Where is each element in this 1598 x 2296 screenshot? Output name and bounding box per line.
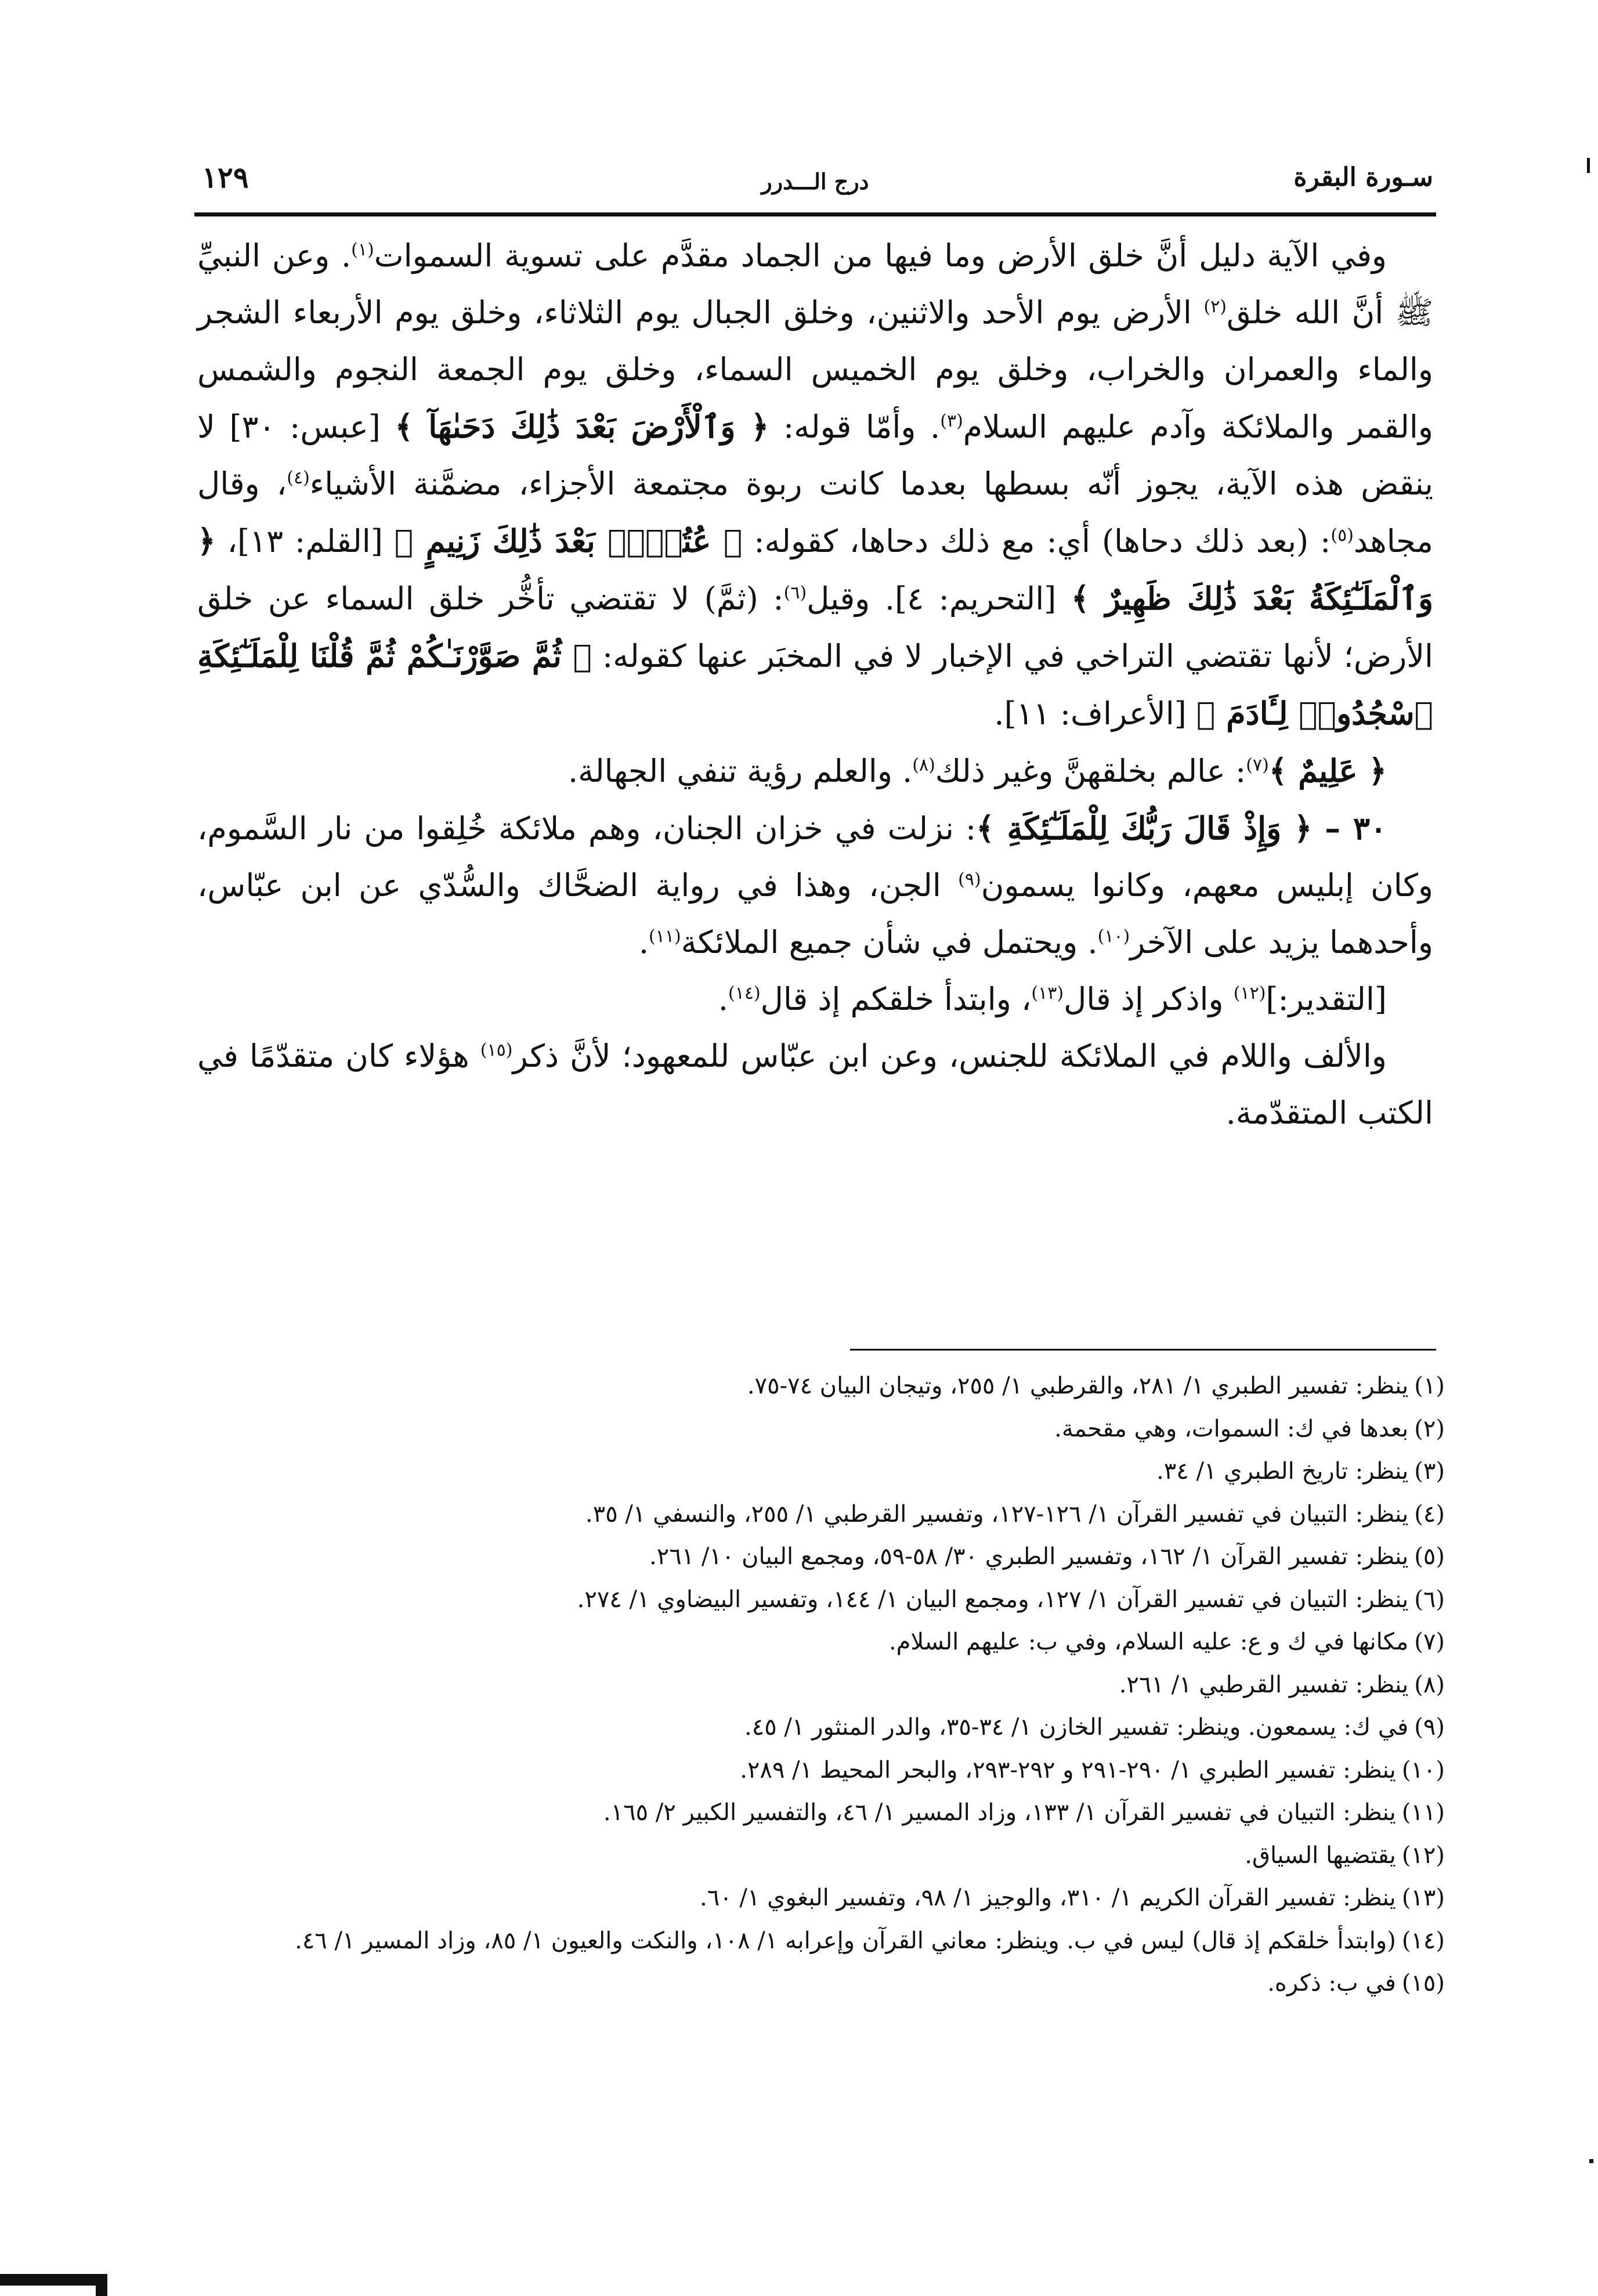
book-title: درج الـــدرر xyxy=(761,168,869,194)
text-run: الجن، وهذا في رواية الضحَّاك والسُّدّي عن ابن عبّاس، وأحدهما يزيد على الآخر xyxy=(197,867,1433,961)
footnote-text: ينظر: التبيان في تفسير القرآن ١/ ١٢٦-١٢٧، وتفسير القرطبي ١/ ٢٥٥، والنسفي ١/ ٣٥. xyxy=(585,1500,1409,1528)
header-rule xyxy=(194,212,1436,216)
paragraph-3 xyxy=(197,800,1433,971)
footnote-ref[interactable]: (٨) xyxy=(912,755,935,775)
footnote xyxy=(197,1749,1445,1792)
text-run: ، وقال مجاهد xyxy=(197,465,1433,559)
footnote-number: (١٠) xyxy=(1401,1756,1445,1784)
footnote xyxy=(197,1365,1445,1408)
footnote xyxy=(197,1493,1445,1536)
footnote-text: ينظر: تفسير الطبري ١/ ٢٩٠-٢٩١ و ٢٩٢-٢٩٣، والبحر المحيط ١/ ٢٨٩. xyxy=(740,1756,1396,1784)
footnote-text: في ك: يسمعون. وينظر: تفسير الخازن ١/ ٣٤-٣٥، والدر المنثور ١/ ٤٥. xyxy=(744,1714,1409,1741)
text-run: ، وابتدأ خلقكم إذ قال xyxy=(760,981,1032,1017)
verse-number: ٣٠ – xyxy=(1312,810,1387,847)
running-header xyxy=(197,152,1433,204)
footnote-ref[interactable]: (١٥) xyxy=(480,1040,513,1060)
text-run: : عالم بخلقهنَّ وغير ذلك xyxy=(935,753,1246,789)
footnote-number: (١٥) xyxy=(1401,1970,1445,1997)
footnote xyxy=(197,1962,1445,2005)
footnote-number: (٦) xyxy=(1414,1586,1445,1613)
footnote-text: في ب: ذكره. xyxy=(1267,1970,1396,1997)
footnote-text: ينظر: تفسير القرآن ١/ ١٦٢، وتفسير الطبري ٣٠/ ٥٨-٥٩، ومجمع البيان ١٠/ ٢٦١. xyxy=(649,1543,1409,1570)
text-run: الأرض يوم الأحد والاثنين، وخلق الجبال يوم الثلاثاء، وخلق يوم الأربعاء الشجر والماء والعمران والخراب، وخلق يوم الخميس السماء، وخلق يوم الجمعة النجوم والشمس والقمر والملائكة وآدم عليهم السلام xyxy=(197,294,1433,445)
scan-mark-right-bottom xyxy=(1589,2159,1593,2163)
text-run: : (بعد ذلك دحاها) أي: مع ذلك دحاها، كقوله: xyxy=(742,523,1331,559)
footnote-number: (٥) xyxy=(1414,1543,1445,1570)
page-number: ١٢٩ xyxy=(202,160,249,194)
text-run: . xyxy=(718,981,728,1017)
footnote-ref[interactable]: (١٤) xyxy=(728,983,761,1003)
footnote-ref[interactable]: (٥) xyxy=(1331,525,1354,546)
text-run: . والعلم رؤية تنفي الجهالة. xyxy=(567,753,913,789)
text-run: . ويحتمل في شأن جميع الملائكة xyxy=(681,924,1098,961)
footnote-number: (٣) xyxy=(1414,1458,1445,1485)
footnote-number: (١٣) xyxy=(1401,1885,1445,1911)
footnote xyxy=(197,1920,1445,1963)
paragraph-5 xyxy=(197,1028,1433,1142)
text-run: : نزلت في خزان الجنان، وهم ملائكة خُلِقوا من نار السَّموم، وكان إبليس معهم، وكانوا يسمون xyxy=(197,810,1433,904)
footnote-text: ينظر: تفسير الطبري ١/ ٢٨١، والقرطبي ١/ ٢٥٥، وتيجان البيان ٧٤-٧٥. xyxy=(747,1373,1409,1399)
quran-verse: ﴿ وَٱلْمَلَـٰٓئِكَةُ بَعْدَ ذَٰلِكَ ظَهِيرٌ ﴾ xyxy=(197,522,1434,617)
text-run: . وأمّا قوله: xyxy=(769,409,941,445)
main-text xyxy=(197,228,1433,1142)
text-run: هؤلاء كان متقدّمًا في الكتب المتقدّمة. xyxy=(197,1038,1433,1131)
footnote-text: ينظر: تاريخ الطبري ١/ ٣٤. xyxy=(1156,1458,1409,1485)
footnote-ref[interactable]: (١٢) xyxy=(1233,983,1266,1003)
footnote xyxy=(197,1664,1445,1707)
footnote-ref[interactable]: (٧) xyxy=(1246,755,1269,775)
footnote-ref[interactable]: (١٠) xyxy=(1097,926,1130,947)
footnote-separator xyxy=(850,1349,1436,1351)
footnote xyxy=(197,1706,1445,1749)
text-run: [القلم: ١٣]، xyxy=(215,523,395,559)
footnote-ref[interactable]: (٩) xyxy=(958,869,981,890)
footnote-number: (٢) xyxy=(1414,1415,1445,1442)
footnote xyxy=(197,1835,1445,1878)
footnote-ref[interactable]: (٦) xyxy=(783,583,807,603)
footnote xyxy=(197,1450,1445,1493)
footnote-ref[interactable]: (٤) xyxy=(287,468,310,488)
footnote-ref[interactable]: (١) xyxy=(351,240,374,260)
quran-verse: ﴿ ثُمَّ صَوَّرْنَـٰكُمْ ثُمَّ قُلْنَا لِلْمَلَـٰٓئِكَةِ ٱسْجُدُوا۟ لِـَٔادَمَ ﴾ xyxy=(197,637,1433,732)
text-run: وفي الآية دليل أنَّ خلق الأرض وما فيها من الجماد مقدَّم على تسوية السموات xyxy=(374,237,1387,274)
footnote-ref[interactable]: (١١) xyxy=(649,926,681,947)
footnote xyxy=(197,1792,1445,1835)
footnote-ref[interactable]: (٣) xyxy=(940,411,963,431)
text-run: والألف واللام في الملائكة للجنس، وعن ابن عبّاس للمعهود؛ لأنَّ ذكر xyxy=(512,1038,1387,1074)
text-run: واذكر إذ قال xyxy=(1064,981,1234,1017)
footnote-number: (١١) xyxy=(1401,1799,1445,1826)
footnote-number: (١) xyxy=(1414,1373,1445,1399)
footnote-text: ينظر: التبيان في تفسير القرآن ١/ ١٢٧، ومجمع البيان ١/ ١٤٤، وتفسير البيضاوي ١/ ٢٧٤. xyxy=(577,1586,1409,1613)
footnote-text: يقتضيها السياق. xyxy=(1245,1842,1396,1869)
quran-verse: ﴿ عُتُلٍّۭ بَعْدَ ذَٰلِكَ زَنِيمٍ ﴾ xyxy=(394,522,743,559)
paragraph-1 xyxy=(197,228,1433,742)
text-run: : (ثمَّ) لا تقتضي تأخُّر خلق السماء عن خلق الأرض؛ لأنها تقتضي التراخي في الإخبار لا في المخبَر عنها كقوله: xyxy=(197,580,1433,674)
text-run: . xyxy=(638,924,649,961)
paragraph-4 xyxy=(197,971,1433,1028)
text-run: [الأعراف: ١١]. xyxy=(994,695,1197,732)
scan-mark-bottom-corner xyxy=(0,2274,107,2286)
footnote-number: (١٢) xyxy=(1401,1842,1445,1869)
footnote-number: (١٤) xyxy=(1401,1927,1445,1954)
surah-title: سـورة البقرة xyxy=(1293,163,1433,192)
footnote xyxy=(197,1877,1445,1920)
footnote-text: ينظر: تفسير القرطبي ١/ ٢٦١. xyxy=(1119,1671,1409,1698)
footnote-number: (٨) xyxy=(1414,1671,1445,1698)
footnote-text: ينظر: تفسير القرآن الكريم ١/ ٣١٠، والوجيز ١/ ٩٨، وتفسير البغوي ١/ ٦٠. xyxy=(700,1885,1396,1911)
footnote xyxy=(197,1621,1445,1664)
quran-verse: ﴿ وَإِذْ قَالَ رَبُّكَ لِلْمَلَـٰٓئِكَةِ ﴾ xyxy=(976,810,1313,847)
scan-mark-right xyxy=(1587,158,1590,173)
footnote-text: ينظر: التبيان في تفسير القرآن ١/ ١٣٣، وزاد المسير ١/ ٤٦، والتفسير الكبير ٢/ ١٦٥. xyxy=(603,1799,1396,1826)
footnote-number: (٩) xyxy=(1414,1714,1445,1741)
paragraph-2 xyxy=(197,742,1433,800)
footnote xyxy=(197,1408,1445,1451)
footnote-ref[interactable]: (١٣) xyxy=(1031,983,1064,1003)
footnote-number: (٤) xyxy=(1414,1500,1445,1528)
footnote-text: (وابتدأ خلقكم إذ قال) ليس في ب. وينظر: معاني القرآن وإعرابه ١/ ١٠٨، والنكت والعيون ١/ ٨٥، وزاد المسير ١/ ٤٦. xyxy=(295,1927,1396,1954)
footnote-number: (٧) xyxy=(1414,1629,1445,1655)
text-run: [التحريم: ٤]. وقيل xyxy=(807,580,1071,617)
footnote xyxy=(197,1536,1445,1579)
footnote-text: مكانها في ك و ع: عليه السلام، وفي ب: عليهم السلام. xyxy=(888,1629,1409,1655)
footnote-ref[interactable]: (٢) xyxy=(1203,297,1227,317)
text-run: [عبس: ٣٠] لا ينقض هذه الآية، يجوز أنّه بسطها بعدما كانت ربوة مجتمعة الأجزاء، مضمَّنة الأشياء xyxy=(197,409,1434,502)
text-run: [التقدير:] xyxy=(1266,981,1387,1017)
quran-verse: ﴿ وَٱلْأَرْضَ بَعْدَ ذَٰلِكَ دَحَىٰهَآ ﴾ xyxy=(395,408,769,445)
scan-mark-bottom-corner-stem xyxy=(96,2274,107,2296)
footnote xyxy=(197,1579,1445,1622)
footnotes xyxy=(197,1365,1445,2005)
quran-verse: ﴿ عَلِيمٌ ﴾ xyxy=(1268,752,1387,789)
text-run: . وعن النبيِّ ﷺ أنَّ الله خلق xyxy=(197,237,1434,331)
footnote-text: بعدها في ك: السموات، وهي مقحمة. xyxy=(1054,1415,1409,1442)
